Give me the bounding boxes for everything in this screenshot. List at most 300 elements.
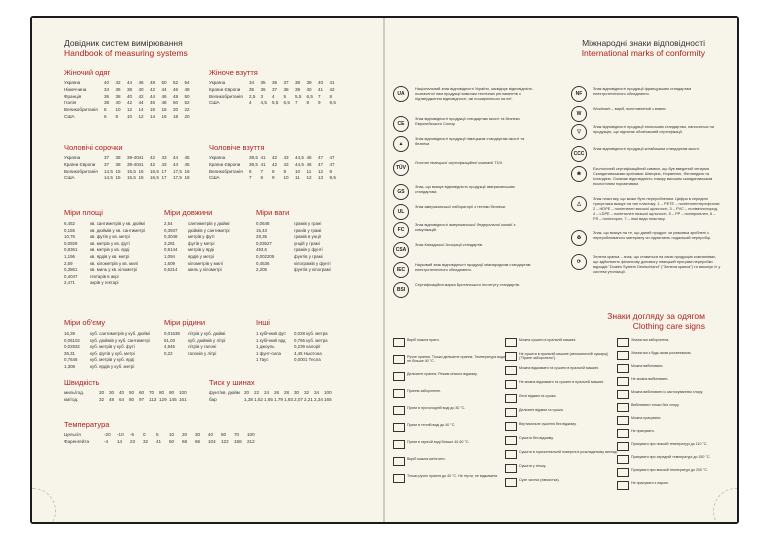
list-item: 1 Гаус xyxy=(256,357,269,363)
row-value: 0 xyxy=(143,432,146,437)
row-label: США xyxy=(64,175,75,181)
list-item: куб. сантиметрів у куб. дюймі xyxy=(90,331,150,336)
row-label: США xyxy=(209,100,220,106)
care-symbol-icon xyxy=(505,408,517,417)
care-sign-text: Ручне прання. Тільки делікатне прання. Температура води не більше 40 °C. xyxy=(407,355,506,364)
length-texts xyxy=(188,221,230,274)
row-label: Україна xyxy=(209,80,226,85)
row-value: 50 xyxy=(169,438,175,444)
list-item: 2,471 xyxy=(64,280,75,286)
row-label: Країни Європи xyxy=(209,86,241,92)
list-item: 0,0001 Тесла xyxy=(294,357,321,363)
list-item: кв. сантиметрів у кв. дюймі xyxy=(90,221,145,226)
mens-shirts-table xyxy=(64,155,196,182)
row-value: 20 xyxy=(244,390,250,395)
table-row xyxy=(209,162,341,169)
womens-shoes-table xyxy=(209,80,341,107)
area-title: Міри площі xyxy=(64,208,103,217)
row-value: 8 xyxy=(104,107,107,113)
row-value: 52 xyxy=(173,80,179,85)
care-sign-text: Прасувати при середній температурі до 150 °C. xyxy=(631,455,711,459)
row-value: 38 xyxy=(295,80,301,85)
row-label: Німеччина xyxy=(64,86,87,92)
title-ua-right: Міжнародні знаки відповідності xyxy=(582,38,705,48)
row-value: 35 xyxy=(260,80,266,85)
list-item: ярдів у метрі xyxy=(188,253,214,259)
care-sign-text: Вибілювати тільки без хлору. xyxy=(631,403,680,407)
row-value: 44 xyxy=(173,155,179,160)
list-item: 0,0648 xyxy=(256,221,270,226)
list-item: 1 фунт-сила xyxy=(256,350,281,356)
table-row xyxy=(209,390,334,397)
row-value: 100 xyxy=(324,390,332,395)
care-symbol-icon xyxy=(393,338,405,347)
temperature-title: Температура xyxy=(64,420,110,429)
row-value: 17 xyxy=(161,175,167,181)
list-item: кв. миль у кв. кілометрі xyxy=(90,267,138,273)
row-label: Великобританія xyxy=(64,107,98,113)
womens-clothes-title: Жіночий одяг xyxy=(64,68,111,77)
list-item: 0,01639 xyxy=(164,331,180,336)
row-value: 36 xyxy=(272,80,278,85)
table-row xyxy=(64,432,260,439)
row-value: 43 xyxy=(283,161,289,167)
table-row xyxy=(209,87,341,94)
row-value: 100 xyxy=(247,432,255,437)
row-value: 8 xyxy=(329,93,333,99)
row-label: Україна xyxy=(209,155,226,160)
row-value: 1,65 xyxy=(264,396,273,402)
row-label: Італія xyxy=(64,100,77,106)
row-value: 42 xyxy=(272,161,278,167)
row-value: 6 xyxy=(104,113,107,119)
care-sign-text: Не прасувати з парою. xyxy=(631,481,669,485)
list-item: куб. футів у куб. метрі xyxy=(90,350,135,356)
row-label: Великобританія xyxy=(64,168,98,174)
row-value: 7 xyxy=(249,175,252,181)
liquid-title: Міри рідини xyxy=(164,318,206,327)
table-row xyxy=(64,80,196,87)
list-item: кілограмів у фунті xyxy=(294,260,331,266)
care-symbol-icon xyxy=(617,403,629,412)
conformity-mark-text: Екологічний сертифікаційний символ, що був введений четирма Скандинавськими країнами: Швецією, Норвегією, Фінляндією та Ісландією. Означає відповідність товару високим скандинавським екологічним нормативам. xyxy=(593,166,713,186)
row-value: 43 xyxy=(283,155,289,160)
conformity-mark-text: Сертифікаційна марка Британського інституту стандартів. xyxy=(415,282,520,287)
conformity-mark-text: Знак американської лабораторії з техніки безпеки. xyxy=(415,204,506,209)
care-sign-text: Сушити в горизонтальній поверхні в розкладеному вигляді. xyxy=(519,450,619,454)
row-value: 8 xyxy=(260,175,264,181)
row-value: 40 xyxy=(306,86,312,92)
conformity-mark-text: Знак пластику, що може бути переробленим. Цифра в середині трикутника вказує на тип пластику: 1 – PETE – поліетилентерефталат, 2 – HDPE – поліетилен високої щільності, 3 – PVC – полівінілхлорид, 4 – LDPE – поліетилен низької щільності, 5 – PP – поліпропілен, 6 – PS – полістирол, 7 – інші види пластику. xyxy=(593,196,721,221)
list-item: 1,609 xyxy=(164,260,175,266)
care-sign-text: Сушити у тіньку. xyxy=(519,464,547,468)
row-value: 113 xyxy=(149,396,157,402)
list-item: 1,196 xyxy=(64,253,75,259)
row-label: Фаренгейта xyxy=(64,438,89,444)
row-value: 15,5 xyxy=(127,175,136,181)
area-nums xyxy=(64,221,77,287)
row-value: 48 xyxy=(173,93,179,99)
list-item: 3,281 xyxy=(164,240,175,246)
list-item: літрів у галоні xyxy=(188,344,217,350)
row-value: 12 xyxy=(127,107,133,113)
table-row xyxy=(64,100,196,107)
list-item: метрів у ярді xyxy=(188,247,214,253)
list-item: сантиметрів у дюймі xyxy=(188,221,230,226)
row-value: 45 xyxy=(184,155,190,160)
row-value: 3 xyxy=(260,93,264,99)
care-sign-text: Хімчистка з будь-яким розчинником. xyxy=(631,351,692,355)
list-item: миль у кілометрі xyxy=(188,267,222,273)
row-value: 47 xyxy=(329,155,335,160)
row-value: 18 xyxy=(173,113,179,119)
list-item: 0,3937 xyxy=(164,227,178,233)
list-item: 1,094 xyxy=(164,253,175,259)
care-symbol-icon xyxy=(505,464,517,473)
row-value: 9 xyxy=(318,100,321,106)
list-item: фунтів у кілограмі xyxy=(294,267,331,273)
table-row xyxy=(209,100,341,107)
conformity-mark-text: Woolmark – виріб, виготовлений з вовни. xyxy=(593,106,667,111)
list-item: 0,765 куб. метра xyxy=(294,337,328,343)
row-value: 23 xyxy=(130,438,136,444)
row-value: 20 xyxy=(173,107,179,113)
row-value: 18 xyxy=(184,175,190,181)
row-value: 32 xyxy=(99,396,105,402)
page-title xyxy=(64,38,188,58)
care-sign-text: Прасувати при низькій температурі до 110 °C. xyxy=(631,442,708,446)
left-page xyxy=(32,18,384,522)
row-value: 44,5 xyxy=(295,161,304,167)
list-item: акрів у гектарі xyxy=(90,280,119,286)
row-value: 38 xyxy=(115,161,121,167)
row-value: 9,5 xyxy=(329,100,336,106)
row-value: 38 xyxy=(115,155,121,160)
conformity-mark-icon: BSI xyxy=(393,282,409,298)
list-item: 61,03 xyxy=(164,337,175,343)
row-value: 17,5 xyxy=(173,175,182,181)
row-value: 47 xyxy=(329,161,335,167)
list-item: 4,45 Ньютона xyxy=(294,350,322,356)
row-value: 36 xyxy=(260,86,266,92)
row-value: 1,79 xyxy=(274,396,283,402)
row-value: 5,5 xyxy=(272,100,279,106)
row-value: 42 xyxy=(138,93,144,99)
row-value: 1,52 xyxy=(254,396,263,402)
row-value: 7 xyxy=(260,168,264,174)
weight-title: Міри ваги xyxy=(256,208,290,217)
conformity-mark-icon: ❀ xyxy=(571,166,587,182)
volume-title: Міри об'єму xyxy=(64,318,106,327)
list-item: 0,06102 xyxy=(64,337,80,343)
conformity-mark-icon: CSA xyxy=(393,242,409,258)
row-label: США xyxy=(209,175,220,181)
conformity-mark-text: Знак відповідності продукції французьким стандартам електротехнічного обладнання. xyxy=(593,86,692,96)
row-value: 44,5 xyxy=(295,155,304,160)
womens-shoes-title: Жіноче взуття xyxy=(209,68,258,77)
row-value: -20 xyxy=(104,432,111,437)
conformity-mark-text: Знак відповідності продукції японським стандартам, наносяться на продукцію, що підлягає обов'язковій сертифікації. xyxy=(593,124,714,134)
row-value: 8 xyxy=(272,168,275,174)
row-value: 165 xyxy=(324,396,332,402)
care-sign-text: Не можна вибілювати. xyxy=(631,377,669,381)
care-sign-text: Вертикальне сушіння без віджиму. xyxy=(519,422,577,426)
row-value: 14,5 xyxy=(104,168,113,174)
row-value: 16 xyxy=(161,113,167,119)
row-value: 104 xyxy=(208,438,216,444)
row-value: 40 xyxy=(127,93,133,99)
row-value: 42 xyxy=(115,80,121,85)
row-value: 80 xyxy=(159,390,165,395)
list-item: 1 джоуль xyxy=(256,344,275,350)
list-item: грамів у фунті xyxy=(294,247,323,253)
row-value: 80 xyxy=(129,396,135,402)
row-value: 212 xyxy=(247,438,255,444)
row-label: Франція xyxy=(64,93,82,99)
table-row xyxy=(64,87,196,94)
row-value: 48 xyxy=(184,86,190,92)
row-label: Великобританія xyxy=(209,168,243,174)
row-value: 36 xyxy=(115,86,121,92)
conformity-mark-icon: ▽ xyxy=(571,124,587,140)
list-item: галонів у літрі xyxy=(188,350,217,356)
care-symbol-icon xyxy=(393,423,405,432)
mens-shoes-title: Чоловіче взуття xyxy=(209,143,265,152)
row-value: 86 xyxy=(195,438,201,444)
row-value: 30 xyxy=(294,390,300,395)
table-row xyxy=(209,169,341,176)
row-value: 100 xyxy=(179,390,187,395)
row-value: 8 xyxy=(329,168,333,174)
row-value: 36 xyxy=(104,93,110,99)
row-value: 40 xyxy=(138,86,144,92)
row-value: 50 xyxy=(173,100,179,106)
row-value: 46 xyxy=(173,86,179,92)
row-value: 41 xyxy=(260,155,266,160)
row-value: 10 xyxy=(127,113,133,119)
row-label: Україна xyxy=(64,155,81,160)
conformity-mark-text: Знак відповідності американської Федеральної комісії з комунікацій. xyxy=(415,222,516,232)
row-value: 2,5 xyxy=(249,93,256,99)
row-value: 24 xyxy=(264,390,270,395)
list-item: 4,546 xyxy=(164,344,175,350)
list-item: 0,7646 xyxy=(64,357,78,363)
row-value: 38 xyxy=(115,93,121,99)
list-item: 1 кубічний ярд xyxy=(256,337,286,343)
womens-clothes-table xyxy=(64,80,196,121)
conformity-mark-icon: CCC xyxy=(571,146,587,162)
care-sign-text: Можна прасувати. xyxy=(631,416,662,420)
list-item: 0,239 калорії xyxy=(294,344,321,350)
row-value: -10 xyxy=(117,432,124,437)
row-value: 42 xyxy=(127,100,133,106)
row-value: 12 xyxy=(306,175,312,181)
row-value: 50 xyxy=(129,390,135,395)
row-value: 41 xyxy=(138,155,144,160)
care-symbol-icon xyxy=(617,468,629,477)
row-value: 70 xyxy=(149,390,155,395)
list-item: куб. дюймів у куб. сантиметрі xyxy=(90,337,150,343)
conformity-mark-text: Знак відповідності продукції стандартам якості та безпеки Європейського Союзу. xyxy=(415,116,520,126)
table-row xyxy=(209,175,341,182)
speed-title: Швидкість xyxy=(64,378,100,387)
list-item: 35,31 xyxy=(64,350,75,356)
list-item: куб. ярдів у куб. метрі xyxy=(90,363,135,369)
length-title: Міри довжини xyxy=(164,208,213,217)
row-value: 13 xyxy=(318,175,324,181)
row-value: 15,5 xyxy=(127,168,136,174)
care-sign-text: Прати в гарячій воді більше 40-60 °C. xyxy=(407,440,470,444)
list-item: 0,6214 xyxy=(164,267,178,273)
care-symbol-icon xyxy=(393,355,405,364)
table-row xyxy=(64,162,196,169)
row-label: Країни Європи xyxy=(209,161,241,167)
row-value: 20 xyxy=(182,432,188,437)
row-value: 64 xyxy=(119,396,125,402)
list-item: 0,0929 xyxy=(64,240,78,246)
row-value: 22 xyxy=(254,390,260,395)
row-value: 42 xyxy=(150,161,156,167)
care-sign-text: Сушити без віджиму. xyxy=(519,436,554,440)
row-value: 5,5 xyxy=(295,93,302,99)
row-label: Країни Європи xyxy=(64,161,96,167)
care-sign-text: Тільки ручне прання до 40 °C. Не терти, не віджимати. xyxy=(407,474,499,478)
row-value: 40 xyxy=(318,80,324,85)
list-item: 2,54 xyxy=(164,221,173,226)
right-page xyxy=(385,18,737,522)
row-value: 10 xyxy=(115,107,121,113)
row-value: 9 xyxy=(283,168,287,174)
row-label: Україна xyxy=(64,80,81,85)
list-item: літрів у куб. дюймі xyxy=(188,331,226,336)
row-value: 47 xyxy=(318,161,324,167)
care-sign-text: Виріб можна кип'ятити. xyxy=(407,457,446,461)
row-value: 30 xyxy=(109,390,115,395)
list-item: 0,02832 xyxy=(64,344,80,350)
row-value: 30 xyxy=(195,432,201,437)
list-item: гектарів в акрі xyxy=(90,273,119,279)
list-item: 0,4047 xyxy=(64,273,78,279)
care-symbol-icon xyxy=(617,481,629,490)
row-value: 5 xyxy=(283,93,287,99)
list-item: 15,43 xyxy=(256,227,267,233)
row-value: 50 xyxy=(184,93,190,99)
care-title xyxy=(607,311,705,331)
care-sign-text: Делікатне прання. Режим м'якого віджиму. xyxy=(407,372,478,376)
care-sign-text: Можна сушити в пральній машині. xyxy=(519,338,577,342)
conformity-mark-icon: NF xyxy=(571,86,587,102)
table-row xyxy=(64,169,196,176)
row-value: 5 xyxy=(156,432,159,437)
list-item: 1 кубічний фут xyxy=(256,331,286,336)
row-value: 52 xyxy=(184,100,190,106)
row-value: 37 xyxy=(104,155,110,160)
row-value: 16 xyxy=(138,175,144,181)
mens-shoes-table xyxy=(209,155,341,182)
table-row xyxy=(64,175,196,182)
list-item: 0,22 xyxy=(164,350,173,356)
row-value: 2,07 xyxy=(294,396,303,402)
table-row xyxy=(209,397,334,404)
row-value: 6,5 xyxy=(283,100,290,106)
row-value: 10 xyxy=(169,432,175,437)
conformity-mark-icon: UL xyxy=(393,204,409,220)
row-value: 39 xyxy=(295,86,301,92)
conformity-mark-text: Логотип німецької сертифікаційної компанії TÜV. xyxy=(415,160,503,165)
row-value: 158 xyxy=(234,438,242,444)
row-value: 44 xyxy=(127,80,133,85)
list-item: 0,3048 xyxy=(164,234,178,240)
conformity-mark-text: Знак Канадської Асоціації стандартів. xyxy=(415,242,484,247)
care-sign-text: Прати в теплій воді до 40 °C. xyxy=(407,423,456,427)
row-label: бар xyxy=(209,396,217,402)
list-item: 453,6 xyxy=(256,247,267,253)
care-symbol-icon xyxy=(393,457,405,466)
row-value: 17 xyxy=(161,168,167,174)
row-value: 14 xyxy=(117,438,123,444)
care-symbol-icon xyxy=(393,389,405,398)
list-item: 2,205 xyxy=(256,267,267,273)
row-value: 26 xyxy=(274,390,280,395)
row-value: 38 xyxy=(283,86,289,92)
row-value: 4 xyxy=(249,100,252,106)
care-symbol-icon xyxy=(617,364,629,373)
row-value: 40 xyxy=(119,390,125,395)
list-item: 0,8361 xyxy=(64,247,78,253)
row-value: 40 xyxy=(104,80,110,85)
conformity-mark-icon: CE xyxy=(393,116,409,132)
list-item: 1,308 xyxy=(64,363,75,369)
row-value: 44 xyxy=(173,161,179,167)
title-en-right: International marks of conformity xyxy=(581,48,705,58)
list-item: грамів в унції xyxy=(294,234,321,240)
row-value: 54 xyxy=(184,80,190,85)
care-symbol-icon xyxy=(617,442,629,451)
row-value: 32 xyxy=(143,438,149,444)
length-nums xyxy=(164,221,177,274)
row-label: миль/год. xyxy=(64,390,85,395)
page-curl-decoration-right xyxy=(713,488,737,522)
row-value: 7 xyxy=(295,100,298,106)
row-value: 41 xyxy=(156,438,162,444)
row-value: 42 xyxy=(272,155,278,160)
list-item: 0,4536 xyxy=(256,260,270,266)
list-item: куб. метрів у куб. футі xyxy=(90,344,135,350)
row-value: -5 xyxy=(130,432,135,437)
row-value: 44 xyxy=(150,93,156,99)
row-value: 42 xyxy=(150,86,156,92)
list-item: кв. дюймів у кв. сантиметрі xyxy=(90,227,145,233)
care-sign-text: Можна віджимати та сушити в пральній машині. xyxy=(519,366,600,370)
row-value: 16 xyxy=(138,168,144,174)
row-value: 6 xyxy=(249,168,252,174)
conformity-mark-icon: GS xyxy=(393,184,409,200)
row-label: фунт/кв. дюйм xyxy=(209,390,240,395)
row-value: 39-40 xyxy=(127,155,139,160)
table-row xyxy=(209,80,341,87)
care-sign-text: Не можна віджимати та сушити в пральній машині. xyxy=(519,380,605,384)
row-value: 16,5 xyxy=(150,168,159,174)
row-value: 50 xyxy=(221,432,227,437)
list-item: кв. метрів у кв. ярді xyxy=(90,247,130,253)
row-value: 39-40 xyxy=(127,161,139,167)
row-value: 14 xyxy=(150,113,156,119)
row-value: 60 xyxy=(139,390,145,395)
pressure-title: Тиск у шинах xyxy=(209,378,255,387)
row-value: 34 xyxy=(104,86,110,92)
care-symbol-icon xyxy=(505,422,517,431)
row-value: 20 xyxy=(184,113,190,119)
